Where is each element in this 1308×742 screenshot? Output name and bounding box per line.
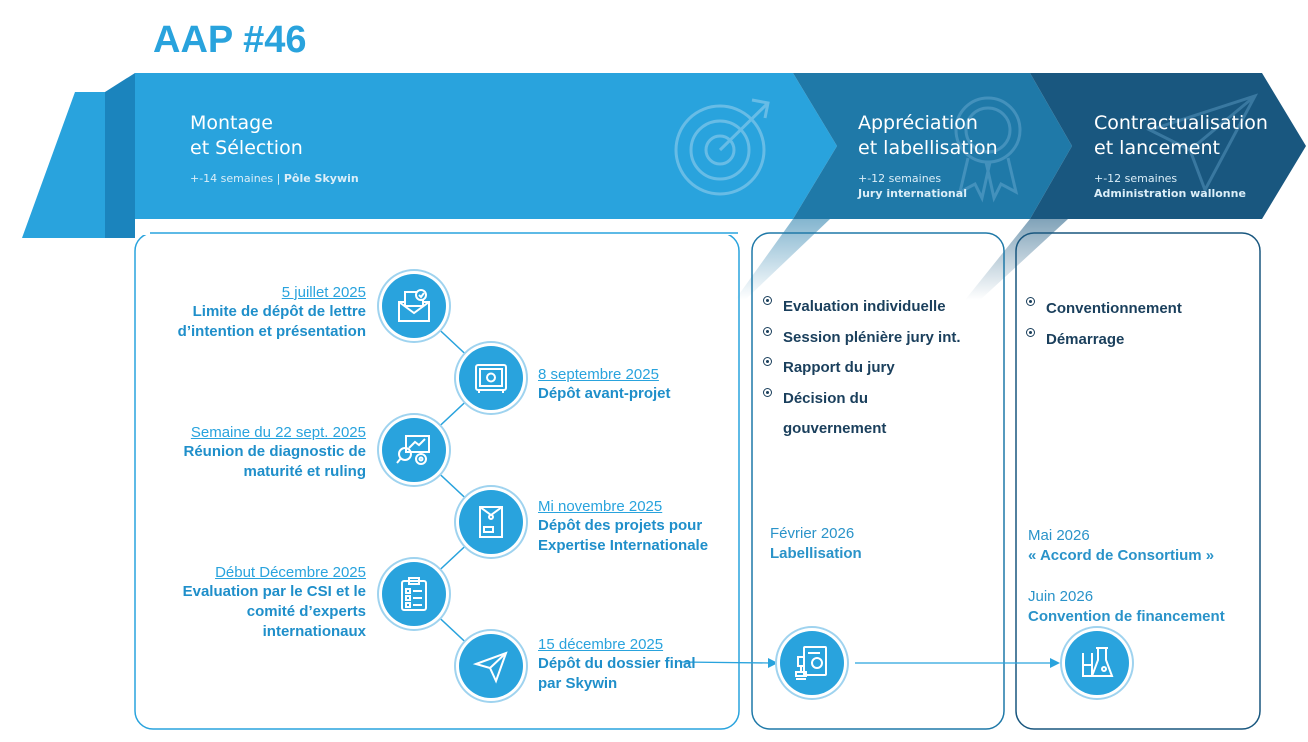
phase3-bullet: Conventionnement [1026,293,1254,324]
phase3-title: Contractualisation [1094,112,1268,134]
phase2-header [858,111,998,201]
step4-text [538,497,738,556]
phase3-duration: +-12 semaines [1094,172,1178,185]
lab-flask-icon [1077,643,1117,683]
step5-date: Début Décembre 2025 [215,564,366,581]
step2-date: 8 septembre 2025 [538,366,659,383]
phase3-milestone-2-label: Convention de financement [1028,608,1225,625]
paper-plane-icon [471,646,511,686]
phase3-milestone-1 [1028,526,1214,566]
step1-text [150,283,366,342]
phase3-title-2: et lancement [1094,137,1220,159]
phase3-milestone-2-date: Juin 2026 [1028,588,1094,605]
phase3-bullet-list [1026,293,1254,355]
phase2-bullet-list [763,292,999,445]
phase1-title: Montage [190,112,273,134]
bullet-icon [1026,297,1035,306]
step2-node [459,346,523,410]
step3-node [382,418,446,482]
step1-node [382,274,446,338]
phase1-title-2: et Sélection [190,137,303,159]
document-folder-icon [471,502,511,542]
bullet-icon [1026,328,1035,337]
phase2-title-2: et labellisation [858,137,998,159]
phase3-milestone-2 [1028,587,1225,627]
phase2-bullet: Rapport du jury [763,353,999,384]
step3-text [150,423,366,482]
phase2-owner: Jury international [858,187,967,200]
safe-icon [471,358,511,398]
step3-desc: Réunion de diagnostic de maturité et ruling [183,443,366,480]
step2-text [538,365,728,404]
phase2-bullet: Décision du gouvernement [763,384,923,445]
clipboard-checklist-icon [394,574,434,614]
phase3-bullet: Démarrage [1026,324,1254,355]
step6-date: 15 décembre 2025 [538,636,664,653]
phase2-duration: +-12 semaines [858,172,942,185]
phase3-milestone-1-date: Mai 2026 [1028,527,1090,544]
step5-text [150,563,366,642]
bullet-icon [763,357,772,366]
phase3-header [1094,111,1268,201]
certificate-stamp-icon [792,643,832,683]
phase2-title: Appréciation [858,112,978,134]
phase1-header [190,111,359,186]
step4-date: Mi novembre 2025 [538,498,663,515]
step3-date: Semaine du 22 sept. 2025 [190,424,366,441]
phase2-bullet: Evaluation individuelle [763,292,999,323]
phase3-milestone-1-label: « Accord de Consortium » [1028,547,1215,564]
step6-node [459,634,523,698]
step1-date: 5 juillet 2025 [281,284,366,301]
page-title: AAP #46 [153,19,307,61]
analytics-gear-icon [394,430,434,470]
ribbon-fold-shadow [105,73,135,238]
phase2-milestone-label: Labellisation [770,545,862,562]
phase2-node [780,631,844,695]
bullet-icon [763,296,772,305]
step2-desc: Dépôt avant-projet [538,385,671,402]
phase2-milestone-date: Février 2026 [770,525,855,542]
step6-text [538,635,708,694]
step5-desc: Evaluation par le CSI et le comité d’experts internationaux [182,583,366,640]
phase3-owner: Administration wallonne [1094,187,1246,200]
step5-node [382,562,446,626]
envelope-check-icon [394,286,434,326]
phase2-milestone [770,524,862,564]
phase1-subtitle: +-14 semaines | Pôle Skywin [190,172,359,185]
step4-node [459,490,523,554]
step1-desc: Limite de dépôt de lettre d’intention et présentation [177,303,366,340]
bullet-icon [763,388,772,397]
bullet-icon [763,327,772,336]
step4-desc: Dépôt des projets pour Expertise Internationale [538,517,709,554]
phase2-bullet: Session plénière jury int. [763,323,999,354]
phase2-fade [735,219,830,300]
step6-desc: Dépôt du dossier final par Skywin [538,655,696,692]
phase3-node [1065,631,1129,695]
